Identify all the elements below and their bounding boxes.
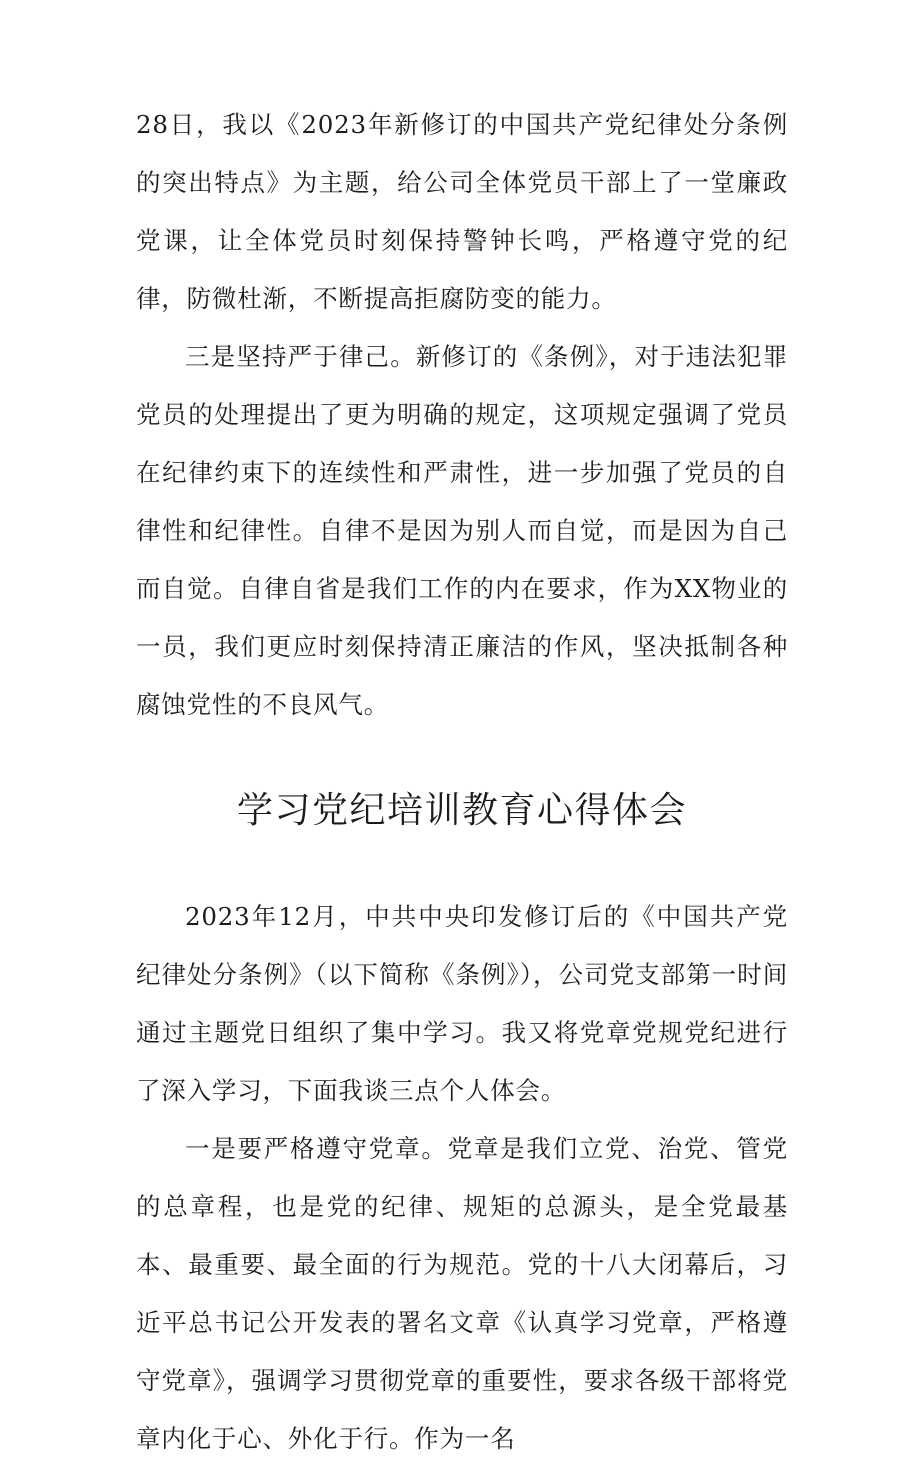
document-body [136, 96, 788, 1468]
paragraph-three: 三是坚持严于律己。新修订的《条例》，对于违法犯罪党员的处理提出了更为明确的规定，这项规定强调了党员在纪律约束下的连续性和严肃性，进一步加强了党员的自律性和纪律性。自律不是因为别人而自觉，而是因为自己而自觉。自律自省是我们工作的内在要求，作为XX物业的一员，我们更应时刻保持清正廉洁的作风，坚决抵制各种腐蚀党性的不良风气。 [136, 342, 788, 719]
paragraph-one: 一是要严格遵守党章。党章是我们立党、治党、管党的总章程，也是党的纪律、规矩的总源头，是全党最基本、最重要、最全面的行为规范。党的十八大闭幕后，习近平总书记公开发表的署名文章《认真学习党章，严格遵守党章》，强调学习贯彻党章的重要性，要求各级干部将党章内化于心、外化于行。作为一名 [136, 1134, 788, 1453]
continued-paragraph: 28日，我以《2023年新修订的中国共产党纪律处分条例的突出特点》为主题，给公司全体党员干部上了一堂廉政党课，让全体党员时刻保持警钟长鸣，严格遵守党的纪律，防微杜渐，不断提高拒腐防变的能力。 [136, 110, 788, 313]
intro-paragraph: 2023年12月，中共中央印发修订后的《中国共产党纪律处分条例》（以下简称《条例》），公司党支部第一时间通过主题党日组织了集中学习。我又将党章党规党纪进行了深入学习，下面我谈三点个人体会。 [136, 902, 788, 1105]
document-title: 学习党纪培训教育心得体会 [236, 790, 687, 831]
